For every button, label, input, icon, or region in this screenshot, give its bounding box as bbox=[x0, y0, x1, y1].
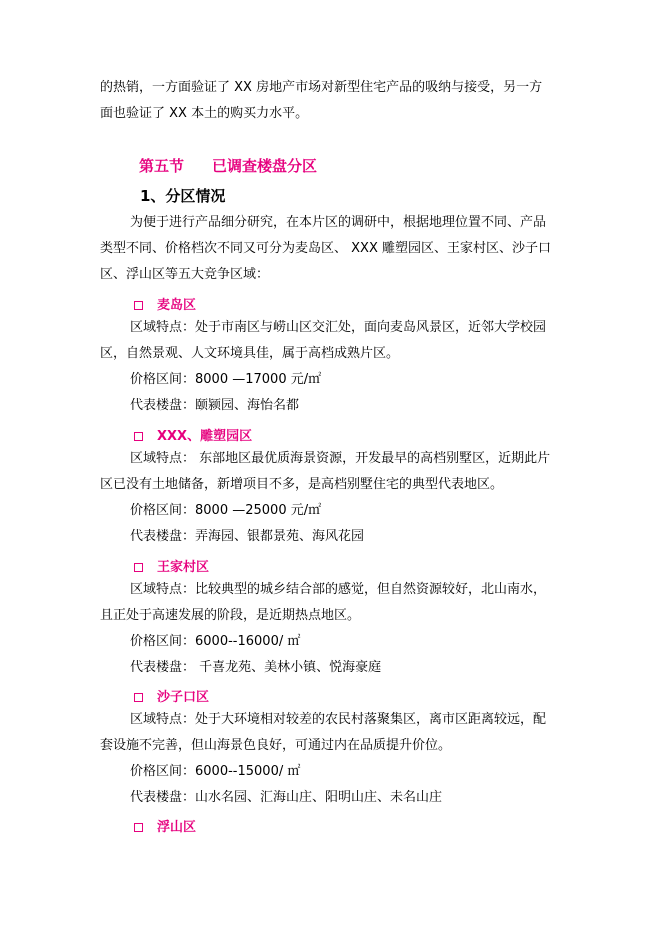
rep-value: 颐颍园、海怡名都 bbox=[195, 398, 300, 413]
rep-value: 千喜龙苑、美林小镇、悦海豪庭 bbox=[195, 660, 382, 675]
district-price bbox=[130, 634, 300, 650]
district-feature-line-2: 套设施不完善，但山海景色良好，可通过内在品质提升价位。 bbox=[100, 738, 452, 753]
district-price bbox=[130, 764, 300, 780]
district-feature-line-1: 区域特点： 东部地区最优质海景资源，开发最早的高档别墅区，近期此片 bbox=[130, 451, 551, 466]
price-label: 价格区间： bbox=[130, 372, 196, 387]
district-heading-maidao bbox=[134, 294, 196, 313]
intro-line-2: 面也验证了 XX 本土的购买力水平。 bbox=[100, 106, 309, 121]
rep-value: 山水名园、汇海山庄、阳明山庄、未名山庄 bbox=[195, 790, 443, 805]
district-representative bbox=[130, 790, 442, 806]
price-label: 价格区间： bbox=[130, 634, 196, 649]
district-price bbox=[130, 503, 321, 519]
section-number: 第五节 bbox=[139, 157, 185, 175]
overview-line-1: 为便于进行产品细分研究，在本片区的调研中，根据地理位置不同、产品 bbox=[130, 215, 547, 230]
district-heading-wangjiacun bbox=[134, 556, 209, 575]
district-heading-shazikou bbox=[134, 686, 209, 705]
section-heading bbox=[139, 155, 317, 176]
district-name: 麦岛区 bbox=[157, 298, 197, 313]
checkbox-square-icon bbox=[134, 823, 143, 832]
district-heading-fushan bbox=[134, 816, 196, 835]
price-value: 8000 —17000 元/㎡ bbox=[195, 372, 322, 387]
district-heading-sculpture-park bbox=[134, 425, 252, 444]
district-feature-line-1: 区域特点：比较典型的城乡结合部的感觉，但自然资源较好，北山南水， bbox=[130, 582, 547, 597]
subsection-heading: 1、分区情况 bbox=[140, 187, 226, 205]
rep-label: 代表楼盘： bbox=[130, 660, 196, 675]
district-feature-line-2: 且正处于高速发展的阶段，是近期热点地区。 bbox=[100, 608, 361, 623]
price-label: 价格区间： bbox=[130, 764, 196, 779]
section-title: 已调查楼盘分区 bbox=[212, 157, 318, 175]
district-feature-line-2: 区已没有土地储备，新增项目不多，是高档别墅住宅的典型代表地区。 bbox=[100, 477, 504, 492]
district-feature-line-2: 区，自然景观、人文环境具佳，属于高档成熟片区。 bbox=[100, 346, 400, 361]
district-representative bbox=[130, 660, 381, 676]
rep-label: 代表楼盘： bbox=[130, 398, 196, 413]
district-name: 沙子口区 bbox=[157, 690, 210, 705]
rep-label: 代表楼盘： bbox=[130, 529, 196, 544]
district-feature-line-1: 区域特点：处于市南区与崂山区交汇处，面向麦岛风景区，近邻大学校园 bbox=[130, 320, 547, 335]
price-value: 6000--16000/ ㎡ bbox=[195, 634, 301, 649]
overview-line-3: 区、浮山区等五大竞争区域： bbox=[100, 267, 270, 282]
checkbox-square-icon bbox=[134, 693, 143, 702]
district-price bbox=[130, 372, 321, 388]
checkbox-square-icon bbox=[134, 432, 143, 441]
district-name: XXX、雕塑园区 bbox=[157, 429, 253, 444]
district-representative bbox=[130, 398, 299, 414]
price-value: 8000 —25000 元/㎡ bbox=[195, 503, 322, 518]
rep-label: 代表楼盘： bbox=[130, 790, 196, 805]
rep-value: 弄海园、银都景苑、海风花园 bbox=[195, 529, 365, 544]
intro-line-1: 的热销，一方面验证了 XX 房地产市场对新型住宅产品的吸纳与接受，另一方 bbox=[100, 80, 543, 95]
district-name: 浮山区 bbox=[157, 820, 197, 835]
district-name: 王家村区 bbox=[157, 560, 210, 575]
district-feature-line-1: 区域特点：处于大环境相对较差的农民村落聚集区，离市区距离较远，配 bbox=[130, 712, 547, 727]
overview-line-2: 类型不同、价格档次不同又可分为麦岛区、 XXX 雕塑园区、王家村区、沙子口 bbox=[100, 241, 551, 256]
checkbox-square-icon bbox=[134, 301, 143, 310]
checkbox-square-icon bbox=[134, 563, 143, 572]
price-value: 6000--15000/ ㎡ bbox=[195, 764, 301, 779]
district-representative bbox=[130, 529, 364, 545]
price-label: 价格区间： bbox=[130, 503, 196, 518]
